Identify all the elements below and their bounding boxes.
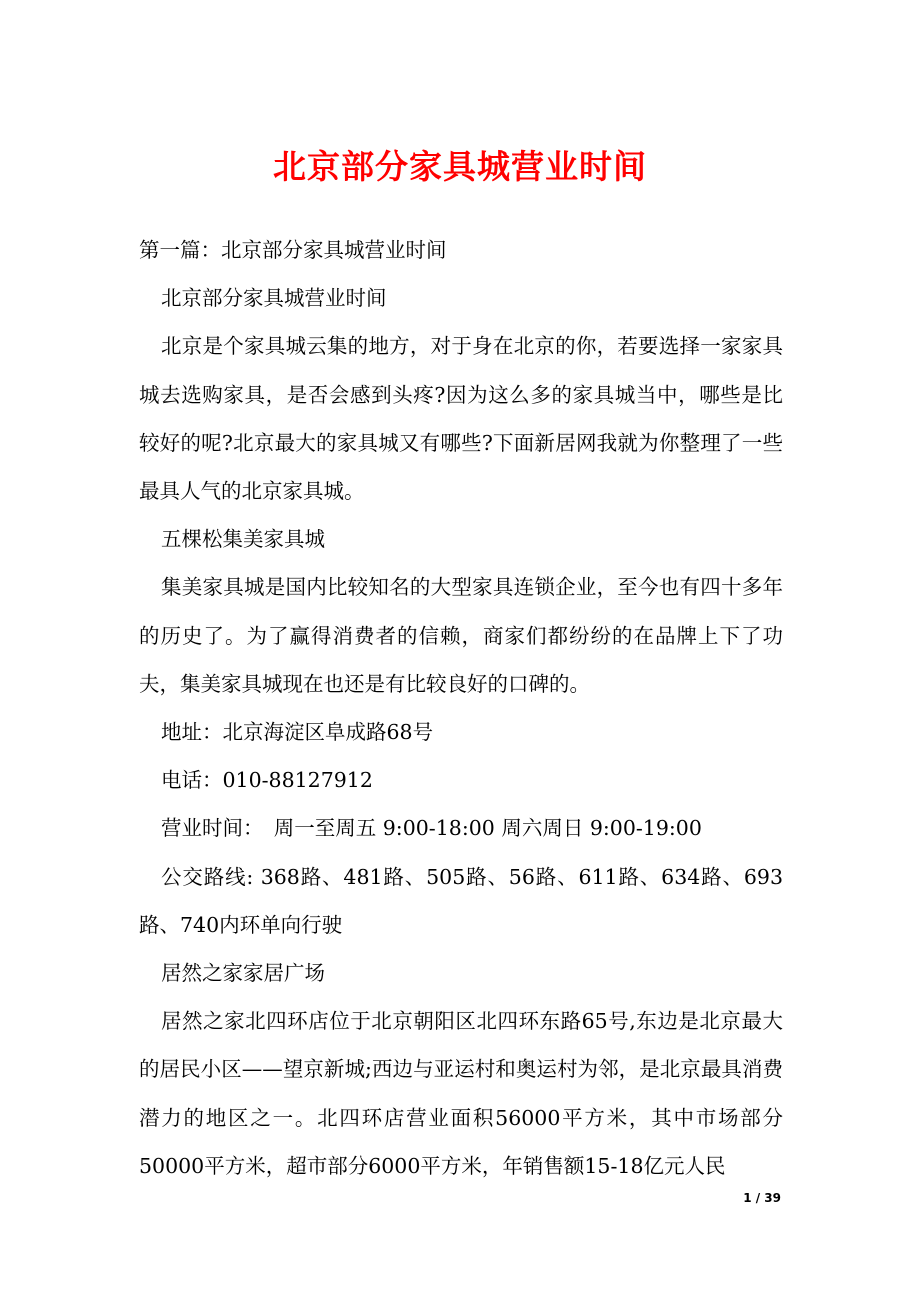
store-name-wukesong: 五棵松集美家具城 <box>161 527 325 552</box>
store-bus-routes: 公交路线: 368路、481路、505路、56路、611路、634路、693路、740内环单向行驶 <box>139 864 783 937</box>
intro-paragraph: 北京是个家具城云集的地方，对于身在北京的你，若要选择一家家具城去选购家具，是否会感到头疼?因为这么多的家具城当中，哪些是比较好的呢?北京最大的家具城又有哪些?下面新居网我就为你整理了一些最具人气的北京家具城。 <box>139 334 783 504</box>
store-description-jimei: 集美家具城是国内比较知名的大型家具连锁企业，至今也有四十多年的历史了。为了赢得消费者的信赖，商家们都纷纷的在品牌上下了功夫，集美家具城现在也还是有比较良好的口碑的。 <box>139 575 783 696</box>
document-body <box>139 226 783 1190</box>
store-address: 地址：北京海淀区阜成路68号 <box>161 720 434 745</box>
store-phone: 电话：010-88127912 <box>161 768 373 793</box>
store-hours: 营业时间： 周一至周五 9:00-18:00 周六周日 9:00-19:00 <box>161 816 702 841</box>
subtitle-paragraph: 北京部分家具城营业时间 <box>161 286 387 311</box>
document-title: 北京部分家具城营业时间 <box>273 147 647 186</box>
store-description-juran: 居然之家北四环店位于北京朝阳区北四环东路65号,东边是北京最大的居民小区——望京新城;西边与亚运村和奥运村为邻，是北京最具消费潜力的地区之一。北四环店营业面积56000平方米，其中市场部分50000平方米，超市部分6000平方米，年销售额15-18亿元人民 <box>139 1009 783 1178</box>
section-heading: 第一篇：北京部分家具城营业时间 <box>139 238 447 262</box>
store-name-juran: 居然之家家居广场 <box>161 961 325 986</box>
page-number: 1 / 39 <box>743 1191 781 1205</box>
